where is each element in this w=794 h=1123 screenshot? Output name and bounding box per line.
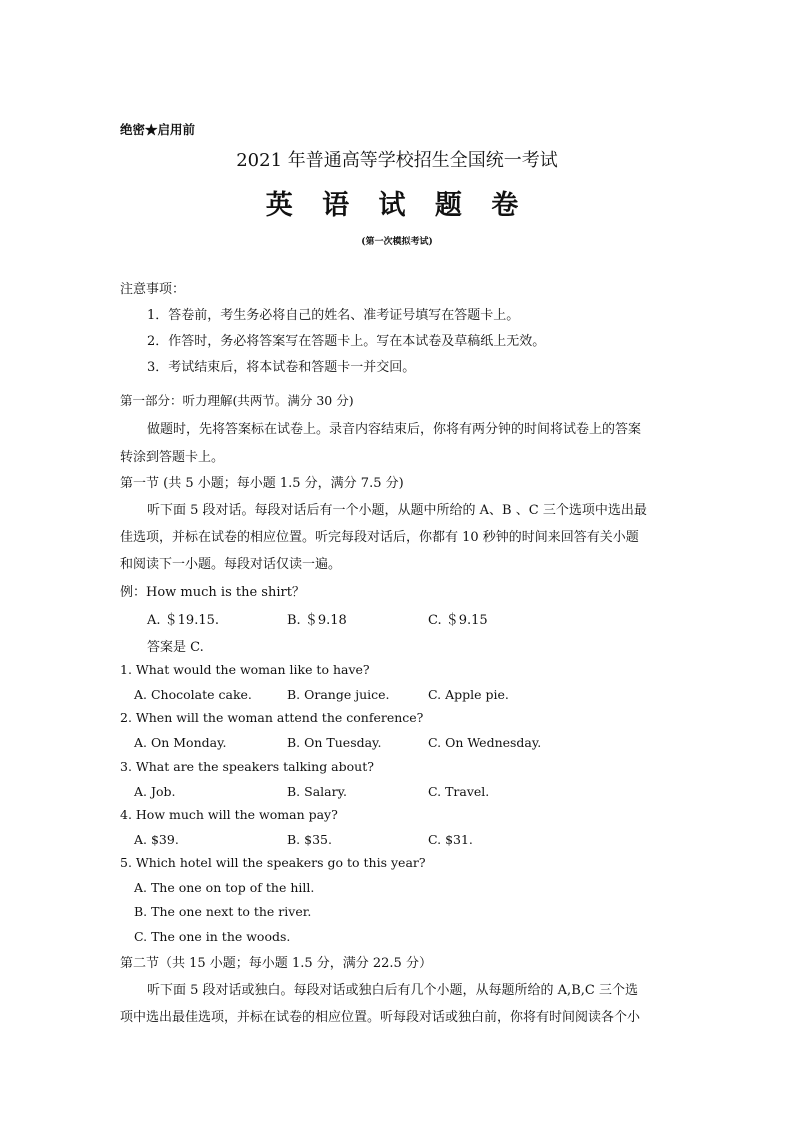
- option-c: C. Travel.: [428, 784, 490, 799]
- option-b: B. $35.: [287, 832, 332, 847]
- example-option-c: C. ＄9.15: [428, 613, 488, 628]
- example-option-a: A. ＄19.15.: [147, 613, 220, 628]
- example-option-b: B. ＄9.18: [287, 613, 347, 628]
- section2-instruction: 听下面 5 段对话或独白。每段对话或独白后有几个小题，从每题所给的 A,B,C 三个选: [147, 983, 638, 998]
- example-question: 例：How much is the shirt？: [120, 585, 305, 600]
- option-a: A. The one on top of the hill.: [134, 880, 315, 895]
- option-c: C. $31.: [428, 832, 473, 847]
- option-a: A. Job.: [134, 784, 176, 799]
- exam-title: 2021 年普通高等学校招生全国统一考试: [236, 150, 558, 171]
- option-c: C. On Wednesday.: [428, 735, 542, 750]
- option-c: C. The one in the woods.: [134, 929, 291, 944]
- section1-instruction: 佳选项，并标在试卷的相应位置。听完每段对话后，你都有 10 秒钟的时间来回答有关小题: [120, 530, 639, 545]
- option-c: C. Apple pie.: [428, 687, 509, 702]
- notice-item: 3．考试结束后，将本试卷和答题卡一并交回。: [147, 360, 416, 375]
- part1-intro: 转涂到答题卡上。: [120, 450, 225, 465]
- notice-heading: 注意事项：: [120, 282, 186, 297]
- notice-item: 2．作答时，务必将答案写在答题卡上。写在本试卷及草稿纸上无效。: [147, 334, 546, 349]
- option-a: A. $39.: [134, 832, 179, 847]
- section1-instruction: 和阅读下一小题。每段对话仅读一遍。: [120, 557, 342, 572]
- notice-item: 1．答卷前，考生务必将自己的姓名、准考证号填写在答题卡上。: [147, 308, 520, 323]
- question-text: 3. What are the speakers talking about?: [120, 759, 374, 774]
- option-a: A. On Monday.: [134, 735, 227, 750]
- confidential-label: 绝密★启用前: [120, 122, 196, 137]
- option-b: B. On Tuesday.: [287, 735, 382, 750]
- mock-subtitle: (第一次模拟考试): [361, 237, 433, 247]
- part1-heading: 第一部分：听力理解(共两节。满分 30 分): [120, 393, 354, 408]
- part1-intro: 做题时，先将答案标在试卷上。录音内容结束后，你将有两分钟的时间将试卷上的答案: [147, 422, 642, 437]
- option-b: B. The one next to the river.: [134, 904, 312, 919]
- subject-title: 英 语 试 题 卷: [265, 190, 529, 221]
- question-text: 2. When will the woman attend the conference?: [120, 710, 424, 725]
- question-text: 4. How much will the woman pay?: [120, 807, 338, 822]
- option-b: B. Salary.: [287, 784, 347, 799]
- example-answer: 答案是 C.: [147, 640, 204, 655]
- section2-instruction: 项中选出最佳选项，并标在试卷的相应位置。听每段对话或独白前，你将有时间阅读各个小: [120, 1010, 641, 1025]
- section1-heading: 第一节 (共 5 小题；每小题 1.5 分，满分 7.5 分): [120, 476, 404, 491]
- option-a: A. Chocolate cake.: [134, 687, 252, 702]
- section1-instruction: 听下面 5 段对话。每段对话后有一个小题，从题中所给的 A、B 、C 三个选项中选出最: [147, 503, 647, 518]
- section2-heading: 第二节（共 15 小题；每小题 1.5 分，满分 22.5 分）: [120, 956, 432, 971]
- question-text: 5. Which hotel will the speakers go to this year?: [120, 855, 426, 870]
- option-b: B. Orange juice.: [287, 687, 390, 702]
- question-text: 1. What would the woman like to have?: [120, 662, 370, 677]
